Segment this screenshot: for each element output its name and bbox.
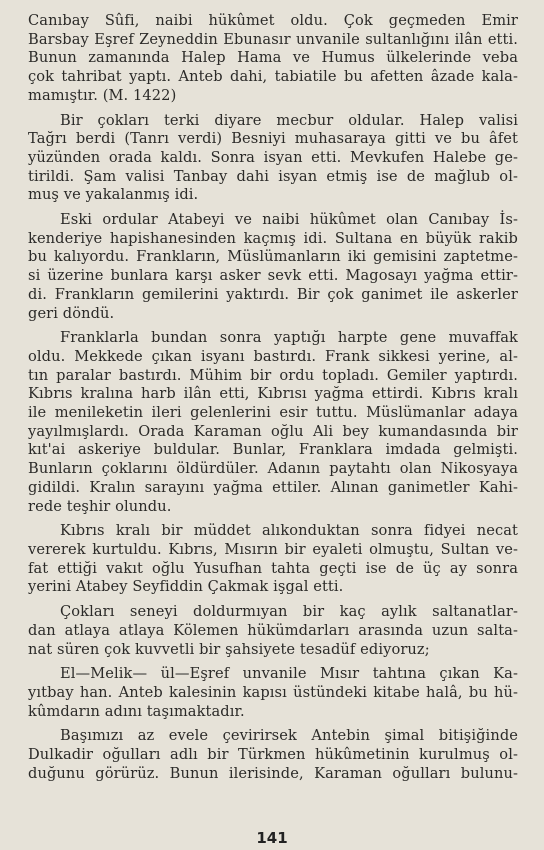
text-line: ile menileketin ileri gelenlerini esir tuttu. Müslümanlar adaya bbox=[28, 404, 518, 422]
text-line: muş ve yakalanmış idi. bbox=[28, 186, 199, 204]
text-line: Bunların çoklarını öldürdüler. Adanın paytahtı olan Nikosyaya bbox=[28, 460, 518, 478]
text-line: di. Frankların gemilerini yaktırdı. Bir çok ganimet ile askerler bbox=[28, 285, 518, 303]
text-line: fat ettiği vakıt oğlu Yusufhan tahta geçti ise de üç ay sonra bbox=[28, 559, 518, 577]
text-line: geri döndü. bbox=[28, 304, 115, 322]
paragraph-3 bbox=[28, 211, 518, 323]
paragraph-4 bbox=[28, 329, 518, 516]
text-line: Kıbrıs kralı bir müddet alıkonduktan sonra fidyei necat bbox=[60, 522, 518, 540]
text-line: tirildi. Şam valisi Tanbay dahi isyan etmiş ise de mağlub ol- bbox=[28, 167, 518, 185]
text-line: yıtbay han. Anteb kalesinin kapısı üstündeki kitabe halâ, bu hü- bbox=[28, 683, 518, 701]
text-line: yayılmışlardı. Orada Karaman oğlu Ali bey kumandasında bir bbox=[28, 422, 518, 440]
text-line: dan atlaya atlaya Kölemen hükümdarları arasında uzun salta- bbox=[28, 621, 518, 639]
text-line: çok tahribat yaptı. Anteb dahi, tabiatile bu afetten âzade kala- bbox=[28, 68, 518, 86]
text-line: mamıştır. (M. 1422) bbox=[28, 86, 177, 104]
text-line: nat süren çok kuvvetli bir şahsiyete tesadüf ediyoruz; bbox=[28, 640, 430, 658]
text-line: Eski ordular Atabeyi ve naibi hükûmet olan Canıbay İs- bbox=[60, 211, 518, 229]
text-line: si üzerine bunlara karşı asker sevk etti. Magosayı yağma ettir- bbox=[28, 267, 518, 285]
text-line: Tağrı berdi (Tanrı verdi) Besniyi muhasaraya gitti ve bu âfet bbox=[28, 130, 518, 148]
text-line: Canıbay Sûfi, naibi hükûmet oldu. Çok geçmeden Emir bbox=[28, 12, 518, 29]
text-line: Dulkadir oğulları adlı bir Türkmen hükûmetinin kurulmuş ol- bbox=[28, 746, 518, 764]
text-line: bu kalıyordu. Frankların, Müslümanların iki gemisini zaptetme- bbox=[28, 248, 518, 266]
paragraph-1 bbox=[28, 12, 518, 106]
paragraph-6 bbox=[28, 603, 518, 659]
paragraph-2 bbox=[28, 112, 518, 206]
text-line: yüzünden orada kaldı. Sonra isyan etti. Mevkufen Halebe ge- bbox=[28, 148, 518, 166]
page-number: 141 bbox=[256, 829, 288, 847]
text-line: gidildi. Kralın sarayını yağma ettiler. Alınan ganimetler Kahi- bbox=[28, 478, 518, 496]
text-line: yerini Atabey Seyfiddin Çakmak işgal etti. bbox=[28, 578, 344, 596]
paragraph-5 bbox=[28, 522, 518, 597]
text-line: Kıbrıs kralına harb ilân etti, Kıbrısı yağma ettirdi. Kıbrıs kralı bbox=[28, 385, 518, 403]
paragraph-8 bbox=[28, 727, 518, 783]
text-line: oldu. Mekkede çıkan isyanı bastırdı. Frank sikkesi yerine, al- bbox=[28, 347, 518, 365]
text-line: Bir çokları terki diyare mecbur oldular. Halep valisi bbox=[60, 111, 518, 129]
paragraph-7 bbox=[28, 665, 518, 721]
text-line: kûmdarın adını taşımaktadır. bbox=[28, 702, 245, 720]
text-line: kenderiye hapishanesinden kaçmış idi. Sultana en büyük rakib bbox=[28, 229, 518, 247]
text-line: tın paralar bastırdı. Mühim bir ordu topladı. Gemiler yaptırdı. bbox=[28, 366, 518, 384]
body-text bbox=[28, 12, 518, 789]
text-line: Çokları seneyi doldurmıyan bir kaç aylık saltanatlar- bbox=[60, 603, 518, 621]
text-line: kıt'ai askeriye buldular. Bunlar, Franklara imdada gelmişti. bbox=[28, 441, 518, 459]
text-line: Franklarla bundan sonra yaptığı harpte gene muvaffak bbox=[60, 329, 518, 347]
text-line: duğunu görürüz. Bunun ilerisinde, Karaman oğulları bulunu- bbox=[28, 764, 518, 782]
text-line: vererek kurtuldu. Kıbrıs, Mısırın bir eyaleti olmuştu, Sultan ve- bbox=[28, 540, 518, 558]
text-line: Başımızı az evele çevirirsek Antebin şimal bitişiğinde bbox=[60, 727, 518, 745]
text-line: El—Melik— ül—Eşref unvanile Mısır tahtına çıkan Ka- bbox=[60, 665, 518, 683]
text-line: Barsbay Eşref Zeyneddin Ebunasır unvanile sultanlığını ilân etti. bbox=[28, 30, 518, 48]
text-line: rede teşhir olundu. bbox=[28, 497, 172, 515]
text-line: Bunun zamanında Halep Hama ve Humus ülkelerinde veba bbox=[28, 49, 518, 67]
